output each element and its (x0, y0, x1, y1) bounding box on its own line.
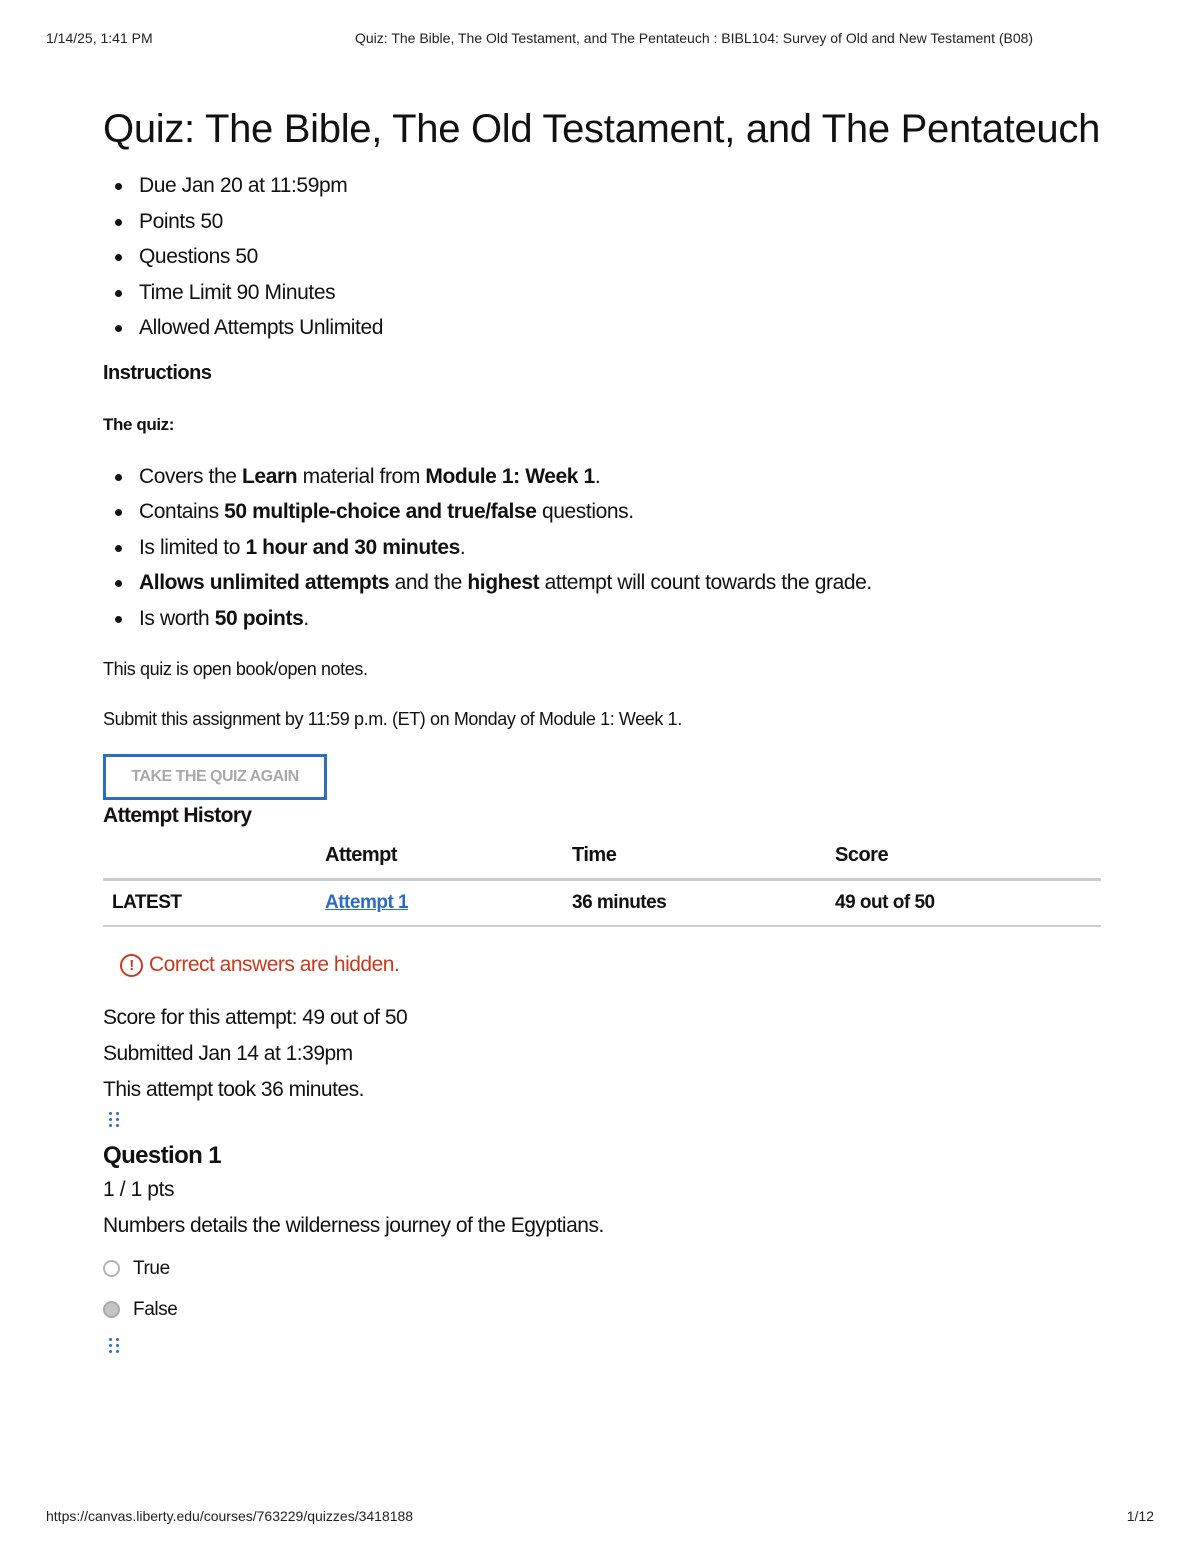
answer-label: False (133, 1298, 178, 1320)
attempt-score-line: Score for this attempt: 49 out of 50 (103, 1006, 408, 1029)
question-title: Question 1 (103, 1142, 222, 1169)
meta-due: Due Jan 20 at 11:59pm (103, 168, 1103, 204)
attempt-summary (103, 1000, 1103, 1108)
meta-points: Points 50 (103, 204, 1103, 240)
warning-icon: ! (120, 954, 143, 977)
attempt-label: LATEST (103, 880, 314, 927)
meta-allowed-attempts: Allowed Attempts Unlimited (103, 310, 1103, 346)
print-header (46, 30, 1154, 50)
table-row (103, 880, 1101, 927)
quiz-content (103, 96, 1103, 1358)
answer-option-false[interactable] (103, 1293, 1103, 1326)
instruction-item: Is worth 50 points. (103, 601, 1103, 637)
instructions-lead: The quiz: (103, 414, 174, 434)
print-document-title: Quiz: The Bible, The Old Testament, and The Pentateuch : BIBL104: Survey of Old and New Testament (B08) (355, 30, 1034, 46)
attempt-time: 36 minutes (572, 880, 835, 927)
submit-deadline-note: Submit this assignment by 11:59 p.m. (ET) on Monday of Module 1: Week 1. (103, 709, 682, 729)
attempt-history-table (103, 844, 1101, 927)
column-header-score: Score (835, 844, 1101, 880)
answer-option-true[interactable] (103, 1252, 1103, 1285)
attempt-cell (314, 880, 572, 927)
meta-questions: Questions 50 (103, 239, 1103, 275)
print-page-number: 1/12 (1126, 1508, 1154, 1524)
attempt-link[interactable]: Attempt 1 (325, 892, 409, 913)
column-header-label (103, 844, 314, 880)
radio-button[interactable] (103, 1260, 120, 1277)
quiz-meta-list (103, 168, 1103, 346)
radio-button-selected[interactable] (103, 1301, 120, 1318)
instruction-item: Is limited to 1 hour and 30 minutes. (103, 530, 1103, 566)
page-title: Quiz: The Bible, The Old Testament, and The Pentateuch (103, 107, 1101, 151)
drag-handle-icon[interactable] (109, 1334, 123, 1358)
column-header-time: Time (572, 844, 835, 880)
column-header-attempt: Attempt (314, 844, 572, 880)
attempt-history-heading: Attempt History (103, 804, 252, 827)
attempt-score: 49 out of 50 (835, 880, 1101, 927)
answers-hidden-notice (120, 951, 1103, 979)
instructions-heading: Instructions (103, 361, 212, 384)
open-book-note: This quiz is open book/open notes. (103, 659, 368, 679)
print-footer (46, 1508, 1154, 1528)
print-url: https://canvas.liberty.edu/courses/763229/quizzes/3418188 (46, 1508, 414, 1524)
drag-handle-icon[interactable] (109, 1108, 123, 1132)
instruction-item: Contains 50 multiple-choice and true/false questions. (103, 494, 1103, 530)
question-points: 1 / 1 pts (103, 1178, 175, 1201)
instruction-item: Allows unlimited attempts and the highest attempt will count towards the grade. (103, 565, 1103, 601)
attempt-duration-line: This attempt took 36 minutes. (103, 1078, 364, 1101)
instruction-item: Covers the Learn material from Module 1: Week 1. (103, 459, 1103, 495)
print-date: 1/14/25, 1:41 PM (46, 30, 153, 46)
question-text: Numbers details the wilderness journey of the Egyptians. (103, 1214, 604, 1237)
notice-text: Correct answers are hidden. (149, 953, 400, 976)
table-header-row (103, 844, 1101, 880)
answer-label: True (133, 1257, 170, 1279)
instructions-list (103, 459, 1103, 637)
attempt-submitted-line: Submitted Jan 14 at 1:39pm (103, 1042, 353, 1065)
take-quiz-again-button[interactable]: TAKE THE QUIZ AGAIN (103, 754, 327, 800)
meta-time-limit: Time Limit 90 Minutes (103, 275, 1103, 311)
